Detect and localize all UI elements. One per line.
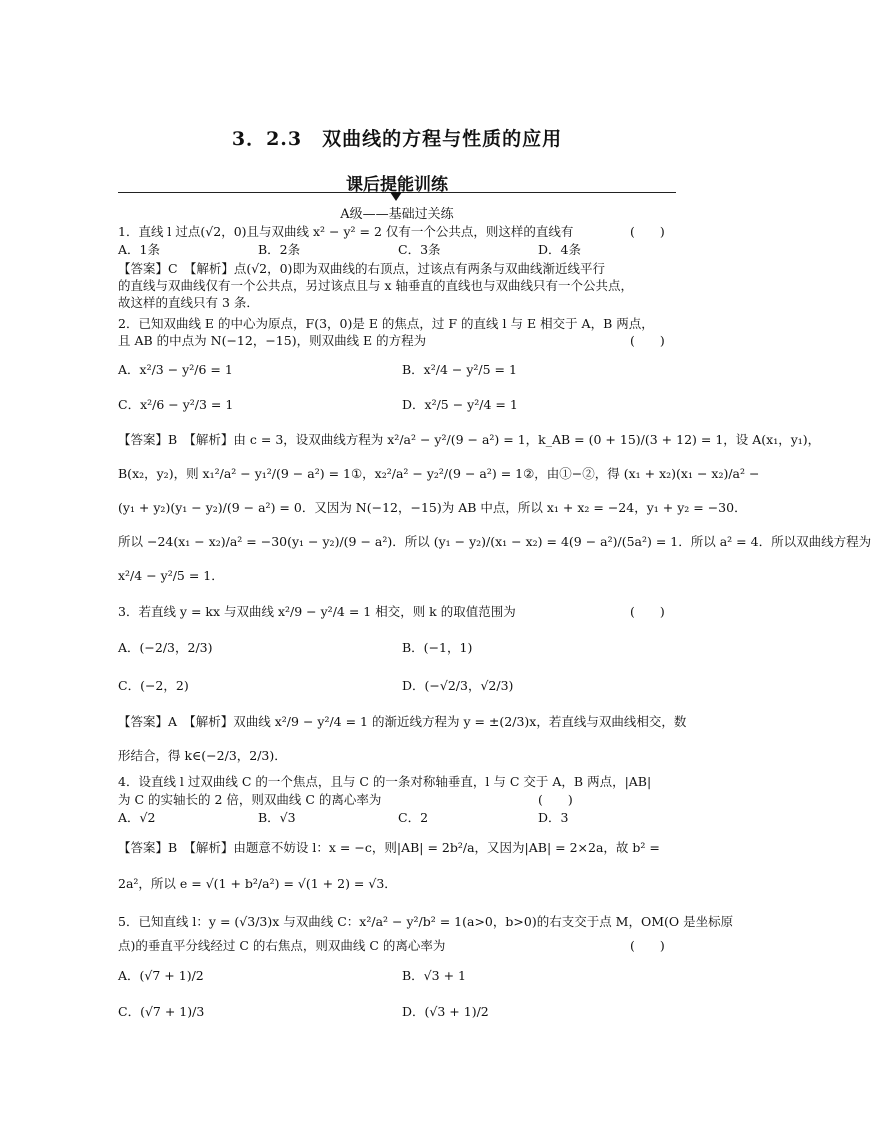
q5-option-b: B．√3 + 1 bbox=[402, 968, 466, 983]
q3-answer-line-2: 形结合，得 k∈(−2/3，2/3)． bbox=[118, 748, 287, 763]
q1-option-a: A．1条 bbox=[118, 242, 160, 257]
page-title: 3．2.3 双曲线的方程与性质的应用 bbox=[231, 128, 563, 150]
q4-answer-line-1: 【答案】B 【解析】由题意不妨设 l：x = −c，则|AB| = 2b²/a，又因为|AB| = 2×2a，故 b² = bbox=[118, 840, 660, 855]
q3-paren: ( ) bbox=[630, 604, 665, 619]
q5-option-a: A．(√7 + 1)/2 bbox=[118, 968, 204, 983]
q4-option-c: C．2 bbox=[398, 810, 429, 825]
triangle-marker-icon bbox=[390, 192, 402, 201]
q4-option-d: D．3 bbox=[538, 810, 569, 825]
q4-stem-line-2: 为 C 的实轴长的 2 倍，则双曲线 C 的离心率为 bbox=[118, 792, 382, 807]
q2-answer-line-1: 【答案】B 【解析】由 c = 3，设双曲线方程为 x²/a² − y²/(9 − a²) = 1，k_AB = (0 + 15)/(3 + 12) = 1，设 A(x₁，y₁)， bbox=[118, 432, 821, 447]
q2-option-d: D．x²/5 − y²/4 = 1 bbox=[402, 397, 518, 412]
q1-option-b: B．2条 bbox=[258, 242, 301, 257]
q1-answer-line-3: 故这样的直线只有 3 条． bbox=[118, 295, 259, 310]
q1-answer-line-2: 的直线与双曲线仅有一个公共点，另过该点且与 x 轴垂直的直线也与双曲线只有一个公共点， bbox=[118, 278, 633, 293]
q4-option-b: B．√3 bbox=[258, 810, 296, 825]
q1-answer-line-1: 【答案】C 【解析】点(√2，0)即为双曲线的右顶点，过该点有两条与双曲线渐近线平行 bbox=[118, 261, 605, 276]
q5-option-c: C．(√7 + 1)/3 bbox=[118, 1004, 205, 1019]
q3-answer-line-1: 【答案】A 【解析】双曲线 x²/9 − y²/4 = 1 的渐近线方程为 y = ±(2/3)x，若直线与双曲线相交，数 bbox=[118, 714, 687, 729]
q2-answer-line-5: x²/4 − y²/5 = 1． bbox=[118, 568, 224, 583]
q1-option-d: D．4条 bbox=[538, 242, 581, 257]
q4-paren: ( ) bbox=[538, 792, 573, 807]
q4-stem-line-1: 4．设直线 l 过双曲线 C 的一个焦点，且与 C 的一条对称轴垂直，l 与 C 交于 A，B 两点，|AB| bbox=[118, 774, 652, 789]
q1-paren: ( ) bbox=[630, 224, 665, 239]
q1-stem: 1．直线 l 过点(√2，0)且与双曲线 x² − y² = 2 仅有一个公共点，则这样的直线有 bbox=[118, 224, 574, 239]
q5-stem-line-1: 5．已知直线 l：y = (√3/3)x 与双曲线 C：x²/a² − y²/b² = 1(a>0，b>0)的右支交于点 M，OM(O 是坐标原 bbox=[118, 914, 734, 929]
q3-option-d: D．(−√2/3，√2/3) bbox=[402, 678, 514, 693]
q2-answer-line-2: B(x₂，y₂)，则 x₁²/a² − y₁²/(9 − a²) = 1①，x₂²/a² − y₂²/(9 − a²) = 1②，由①−②，得 (x₁ + x₂)(x₁ − x₂)/a² − bbox=[118, 466, 760, 481]
q3-option-a: A．(−2/3，2/3) bbox=[118, 640, 213, 655]
q5-paren: ( ) bbox=[630, 938, 665, 953]
q2-stem-line-1: 2．已知双曲线 E 的中心为原点，F(3，0)是 E 的焦点，过 F 的直线 l 与 E 相交于 A，B 两点， bbox=[118, 316, 654, 331]
q2-option-b: B．x²/4 − y²/5 = 1 bbox=[402, 362, 517, 377]
q4-option-a: A．√2 bbox=[118, 810, 156, 825]
section-heading: A级——基础过关练 bbox=[340, 207, 454, 222]
q2-answer-line-4: 所以 −24(x₁ − x₂)/a² = −30(y₁ − y₂)/(9 − a²)．所以 (y₁ − y₂)/(x₁ − x₂) = 4(9 − a²)/(5a²) = 1．所以 a² = 4．所以双曲线方程为 bbox=[118, 534, 871, 549]
q4-answer-line-2: 2a²，所以 e = √(1 + b²/a²) = √(1 + 2) = √3． bbox=[118, 876, 397, 891]
q2-stem-line-2: 且 AB 的中点为 N(−12，−15)，则双曲线 E 的方程为 bbox=[118, 333, 427, 348]
q5-stem-line-2: 点)的垂直平分线经过 C 的右焦点，则双曲线 C 的离心率为 bbox=[118, 938, 446, 953]
q3-option-b: B．(−1，1) bbox=[402, 640, 473, 655]
q5-option-d: D．(√3 + 1)/2 bbox=[402, 1004, 489, 1019]
q2-paren: ( ) bbox=[630, 333, 665, 348]
q3-stem: 3．若直线 y = kx 与双曲线 x²/9 − y²/4 = 1 相交，则 k 的取值范围为 bbox=[118, 604, 516, 619]
q2-option-a: A．x²/3 − y²/6 = 1 bbox=[118, 362, 233, 377]
q3-option-c: C．(−2，2) bbox=[118, 678, 189, 693]
q1-option-c: C．3条 bbox=[398, 242, 441, 257]
q2-option-c: C．x²/6 − y²/3 = 1 bbox=[118, 397, 234, 412]
page-subtitle: 课后提能训练 bbox=[346, 175, 448, 195]
q2-answer-line-3: (y₁ + y₂)(y₁ − y₂)/(9 − a²) = 0．又因为 N(−12，−15)为 AB 中点，所以 x₁ + x₂ = −24，y₁ + y₂ = −30． bbox=[118, 500, 747, 515]
